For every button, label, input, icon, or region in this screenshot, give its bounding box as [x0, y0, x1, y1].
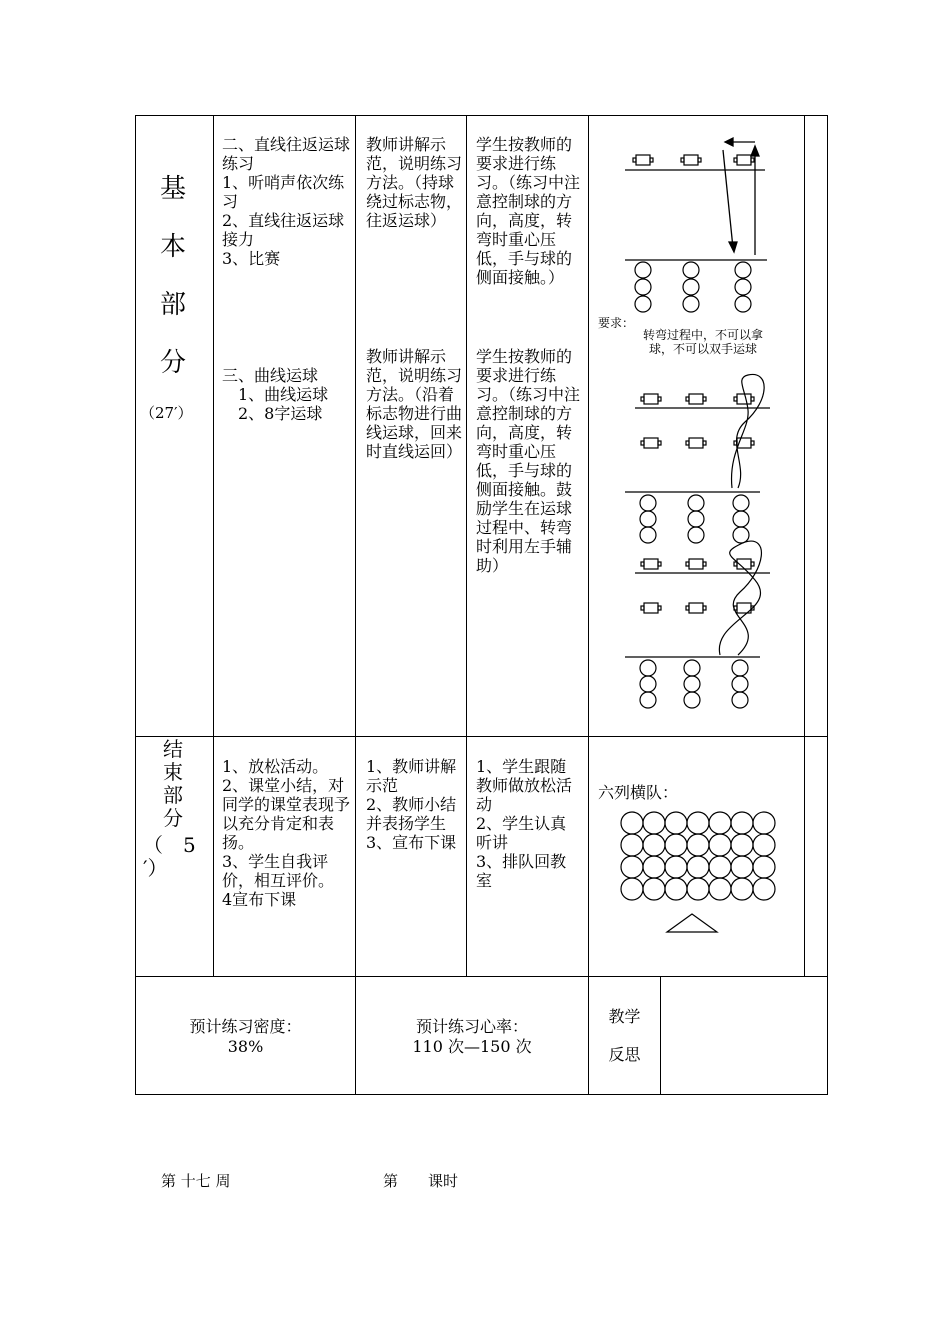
- student-circle: [687, 878, 709, 900]
- student-circle: [753, 834, 775, 856]
- student-circle: [709, 878, 731, 900]
- heart-rate-label: 预计练习心率：: [415, 1017, 528, 1036]
- basic-teacher-1: 教师讲解示范，说明练习方法。（持球绕过标志物，往返运球）: [366, 135, 463, 230]
- heart-rate-value: 110 次—150 次: [412, 1037, 532, 1056]
- basic-content-1: 二、直线往返运球练习 1、听哨声依次练习 2、直线往返运球接力 3、比赛: [222, 135, 351, 268]
- col-divider-5: [804, 115, 805, 977]
- lesson-label: 第 课时: [383, 1172, 459, 1190]
- basic-content-2: 三、曲线运球 1、曲线运球 2、8字运球: [222, 366, 329, 423]
- end-section-label-3: 部: [163, 783, 183, 807]
- marker-icon: [633, 155, 653, 165]
- student-circle: [665, 812, 687, 834]
- density-value: 38%: [227, 1037, 264, 1056]
- student-circle: [621, 878, 643, 900]
- student-circle: [731, 856, 753, 878]
- student-circle: [643, 878, 665, 900]
- student-circle: [709, 812, 731, 834]
- table-border-left: [135, 115, 136, 1095]
- reflection-label-1: 教学: [608, 1007, 641, 1026]
- student-circle: [643, 856, 665, 878]
- basic-section-label-3: 部: [160, 290, 187, 320]
- student-circle: [687, 834, 709, 856]
- table-row-divider-1: [135, 736, 828, 737]
- requirement-text: 转弯过程中，不可以拿 球，不可以双手运球: [642, 328, 763, 356]
- student-circle: [731, 878, 753, 900]
- student-circle: [643, 834, 665, 856]
- basic-section-label-4: 分: [160, 348, 187, 378]
- student-circle: [687, 856, 709, 878]
- end-section-label-1: 结: [163, 737, 183, 761]
- end-section-duration-a: （ 5: [143, 833, 196, 857]
- col-divider-4: [588, 115, 589, 1095]
- marker-icon: [681, 155, 701, 165]
- student-circle: [665, 878, 687, 900]
- col-divider-2: [355, 115, 356, 1095]
- col-divider-3: [466, 115, 467, 977]
- student-circle: [665, 834, 687, 856]
- student-circle: [643, 812, 665, 834]
- week-label: 第 十七 周: [161, 1172, 231, 1190]
- student-circle: [753, 878, 775, 900]
- straight-dribble-diagram: [595, 130, 800, 320]
- table-border-top: [135, 115, 828, 116]
- curve-dribble-diagram: [620, 370, 800, 710]
- col-divider-1: [213, 115, 214, 977]
- density-label: 预计练习密度：: [189, 1017, 302, 1036]
- end-teacher: 1、教师讲解示范 2、教师小结并表扬学生 3、宣布下课: [366, 757, 457, 852]
- table-row-divider-2: [135, 976, 828, 977]
- student-circle: [687, 812, 709, 834]
- requirement-label: 要求：: [598, 316, 635, 330]
- end-section-label-4: 分: [163, 806, 183, 830]
- student-circle: [621, 856, 643, 878]
- end-content: 1、放松活动。 2、课堂小结，对同学的课堂表现予以充分肯定和表扬。 3、学生自我评价，相互评价。 4宣布下课: [222, 757, 351, 909]
- basic-section-duration: （27′）: [140, 404, 193, 422]
- end-student: 1、学生跟随教师做放松活动 2、学生认真听讲 3、排队回教室: [476, 757, 573, 890]
- student-circle: [709, 856, 731, 878]
- end-section-label-2: 束: [163, 760, 183, 784]
- student-circle: [731, 812, 753, 834]
- basic-student-2: 学生按教师的要求进行练习。（练习中注意控制球的方向，高度，转弯时重心压低，手与球的侧面接触。鼓励学生在运球过程中、转弯时利用左手辅助）: [476, 347, 581, 575]
- student-circle: [753, 856, 775, 878]
- table-border-right: [827, 115, 828, 1095]
- student-circle: [621, 834, 643, 856]
- student-circle: [753, 812, 775, 834]
- basic-student-1: 学生按教师的要求进行练习。（练习中注意控制球的方向，高度，转弯时重心压低，手与球的侧面接触。）: [476, 135, 581, 287]
- reflection-label-2: 反思: [608, 1045, 641, 1064]
- col-divider-6: [660, 976, 661, 1095]
- six-column-formation-diagram: [615, 810, 780, 935]
- formation-label: 六列横队：: [598, 783, 679, 802]
- basic-section-label-1: 基: [160, 174, 187, 204]
- table-border-bottom: [135, 1094, 828, 1095]
- end-section-duration-b: ′）: [143, 856, 168, 880]
- basic-section-label-2: 本: [160, 232, 187, 262]
- basic-teacher-2: 教师讲解示范，说明练习方法。（沿着标志物进行曲线运球，回来时直线运回）: [366, 347, 463, 461]
- player-column: [635, 262, 751, 312]
- student-circle: [709, 834, 731, 856]
- student-circle: [665, 856, 687, 878]
- student-circle: [731, 834, 753, 856]
- teacher-triangle: [667, 914, 717, 932]
- student-circle: [621, 812, 643, 834]
